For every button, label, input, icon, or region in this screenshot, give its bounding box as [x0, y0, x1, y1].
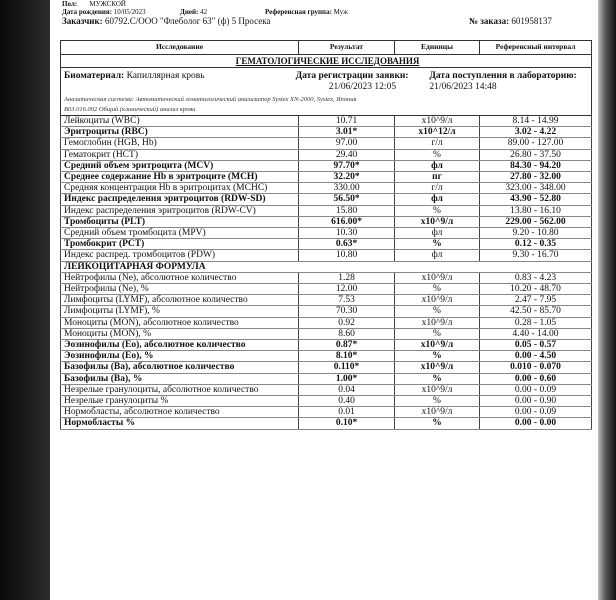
table-row	[61, 284, 592, 295]
test-ref-range: 0.010 - 0.070	[480, 362, 592, 373]
test-name: Моноциты (MON), %	[61, 328, 299, 339]
test-ref-range: 229.00 - 562.00	[480, 216, 592, 227]
table-row	[61, 362, 592, 373]
test-name: Лимфоциты (LYMF), %	[61, 306, 299, 317]
test-result: 1.28	[299, 272, 395, 283]
lab-date-label: Дата поступления в лабораторию:	[429, 71, 577, 81]
test-ref-range: 8.14 - 14.99	[480, 116, 592, 127]
test-name: Нейтрофилы (Ne), %	[61, 284, 299, 295]
table-row	[61, 138, 592, 149]
biomaterial-row	[61, 68, 592, 116]
test-unit: х10^12/л	[395, 127, 480, 138]
table-row	[61, 351, 592, 362]
test-unit: пг	[395, 172, 480, 183]
test-ref-range: 0.12 - 0.35	[480, 239, 592, 250]
test-unit: фл	[395, 160, 480, 171]
sex-line: Пол: МУЖСКОЙ	[62, 0, 126, 8]
test-unit: %	[395, 328, 480, 339]
col-result: Результат	[299, 41, 395, 55]
test-unit: г/л	[395, 183, 480, 194]
table-row	[61, 194, 592, 205]
test-ref-range: 9.20 - 10.80	[480, 228, 592, 239]
test-result: 70.30	[299, 306, 395, 317]
test-unit: х10^9/л	[395, 116, 480, 127]
test-name: Лейкоциты (WBC)	[61, 116, 299, 127]
table-row	[61, 373, 592, 384]
results-table	[60, 40, 592, 430]
test-result: 97.00	[299, 138, 395, 149]
test-ref-range: 2.47 - 7.95	[480, 295, 592, 306]
test-unit: фл	[395, 228, 480, 239]
test-ref-range: 26.80 - 37.50	[480, 149, 592, 160]
table-row	[61, 328, 592, 339]
biomaterial-label: Биоматериал:	[64, 71, 125, 81]
test-unit: г/л	[395, 138, 480, 149]
test-result: 330.00	[299, 183, 395, 194]
test-result: 0.04	[299, 384, 395, 395]
birth-line: Дата рождения: 10/05/2023	[62, 8, 146, 16]
test-name: Базофилы (Ba), %	[61, 373, 299, 384]
table-row	[61, 396, 592, 407]
test-name: Эритроциты (RBC)	[61, 127, 299, 138]
test-unit: фл	[395, 250, 480, 261]
test-ref-range: 42.50 - 85.70	[480, 306, 592, 317]
test-unit: %	[395, 205, 480, 216]
test-unit: %	[395, 373, 480, 384]
test-ref-range: 43.90 - 52.80	[480, 194, 592, 205]
table-row	[61, 127, 592, 138]
table-row	[61, 384, 592, 395]
table-row	[61, 272, 592, 283]
test-unit: х10^9/л	[395, 384, 480, 395]
section-title: ГЕМАТОЛОГИЧЕСКИЕ ИССЛЕДОВАНИЯ	[61, 55, 592, 68]
test-result: 32.20*	[299, 172, 395, 183]
test-unit: х10^9/л	[395, 295, 480, 306]
test-unit: х10^9/л	[395, 216, 480, 227]
biomaterial-block	[64, 68, 591, 95]
test-unit: х10^9/л	[395, 272, 480, 283]
table-row	[61, 183, 592, 194]
test-name: Гемоглобин (HGB, Hb)	[61, 138, 299, 149]
test-result: 0.40	[299, 396, 395, 407]
table-header	[61, 41, 592, 55]
test-result: 0.92	[299, 317, 395, 328]
table-row	[61, 149, 592, 160]
test-result: 56.50*	[299, 194, 395, 205]
test-name: Средняя концентрация Hb в эритроцитах (MCHC)	[61, 183, 299, 194]
test-name: Средний объем тромбоцита (MPV)	[61, 228, 299, 239]
photo-right-edge	[598, 0, 616, 600]
test-ref-range: 89.00 - 127.00	[480, 138, 592, 149]
test-result: 616.00*	[299, 216, 395, 227]
system-note: Аналитическая система: Автоматический гематологический анализатор Systex XN-2000, Systex, Япония	[64, 96, 357, 103]
table-row	[61, 418, 592, 429]
days-line: Дней: 42	[180, 8, 208, 16]
table-row	[61, 239, 592, 250]
test-name: Незрелые гранулоциты %	[61, 396, 299, 407]
table-row	[61, 407, 592, 418]
test-ref-range: 323.00 - 348.00	[480, 183, 592, 194]
test-ref-range: 13.80 - 16.10	[480, 205, 592, 216]
test-result: 1.00*	[299, 373, 395, 384]
test-name: Незрелые гранулоциты, абсолютное количество	[61, 384, 299, 395]
test-unit: %	[395, 306, 480, 317]
test-ref-range: 0.83 - 4.23	[480, 272, 592, 283]
test-ref-range: 9.30 - 16.70	[480, 250, 592, 261]
test-ref-range: 0.28 - 1.05	[480, 317, 592, 328]
test-unit: %	[395, 351, 480, 362]
test-unit: х10^9/л	[395, 407, 480, 418]
code-note: B03.016.002 Общий (клинический) анализ крови	[64, 106, 196, 113]
test-ref-range: 0.05 - 0.57	[480, 340, 592, 351]
test-name: Нейтрофилы (Ne), абсолютное количество	[61, 272, 299, 283]
test-ref-range: 0.00 - 0.09	[480, 384, 592, 395]
table-row	[61, 340, 592, 351]
test-name: Средний объем эритроцита (MCV)	[61, 160, 299, 171]
table-row	[61, 295, 592, 306]
test-ref-range: 0.00 - 0.60	[480, 373, 592, 384]
test-unit: х10^9/л	[395, 317, 480, 328]
test-result: 10.80	[299, 250, 395, 261]
test-result: 10.71	[299, 116, 395, 127]
test-unit: х10^9/л	[395, 362, 480, 373]
test-name: Тромбоциты (PLT)	[61, 216, 299, 227]
test-ref-range: 27.80 - 32.00	[480, 172, 592, 183]
test-ref-range: 0.00 - 0.09	[480, 407, 592, 418]
table-row	[61, 306, 592, 317]
test-ref-range: 3.02 - 4.22	[480, 127, 592, 138]
test-name: Лимфоциты (LYMF), абсолютное количество	[61, 295, 299, 306]
test-name: Эозинофилы (Eo), абсолютное количество	[61, 340, 299, 351]
biomaterial-value: Капиллярная кровь	[126, 71, 205, 81]
test-ref-range: 0.00 - 0.90	[480, 396, 592, 407]
formula-title: ЛЕЙКОЦИТАРНАЯ ФОРМУЛА	[61, 261, 592, 272]
table-row	[61, 228, 592, 239]
table-row	[61, 317, 592, 328]
test-ref-range: 10.20 - 48.70	[480, 284, 592, 295]
table-row	[61, 160, 592, 171]
formula-title-row	[61, 261, 592, 272]
test-name: Моноциты (MON), абсолютное количество	[61, 317, 299, 328]
test-name: Индекс распределения эритроцитов (RDW-SD)	[61, 194, 299, 205]
test-name: Среднее содержание Hb в эритроците (MCH)	[61, 172, 299, 183]
customer-line: Заказчик: 60792.С/ООО "Флеболог 63" (ф) 5 Просека	[62, 16, 271, 26]
test-result: 0.01	[299, 407, 395, 418]
test-result: 8.60	[299, 328, 395, 339]
test-name: Нормобласты %	[61, 418, 299, 429]
col-units: Единицы	[395, 41, 480, 55]
test-name: Эозинофилы (Eo), %	[61, 351, 299, 362]
test-name: Тромбокрит (PCT)	[61, 239, 299, 250]
test-name: Нормобласты, абсолютное количество	[61, 407, 299, 418]
test-unit: %	[395, 239, 480, 250]
test-unit: %	[395, 418, 480, 429]
ref-group-line: Референсная группа: Муж	[265, 8, 348, 16]
lab-date-value: 21/06/2023 14:48	[429, 82, 497, 92]
test-result: 0.10*	[299, 418, 395, 429]
test-name: Индекс распред. тромбоцитов (PDW)	[61, 250, 299, 261]
table-row	[61, 116, 592, 127]
table-row	[61, 250, 592, 261]
table-row	[61, 172, 592, 183]
test-result: 8.10*	[299, 351, 395, 362]
test-unit: %	[395, 149, 480, 160]
test-ref-range: 84.30 - 94.20	[480, 160, 592, 171]
test-result: 7.53	[299, 295, 395, 306]
reg-date-label: Дата регистрации заявки:	[295, 71, 409, 81]
photo-left-edge	[0, 0, 50, 600]
table-row	[61, 216, 592, 227]
test-result: 15.80	[299, 205, 395, 216]
test-result: 3.01*	[299, 127, 395, 138]
test-result: 12.00	[299, 284, 395, 295]
col-ref: Референсный интервал	[480, 41, 592, 55]
reg-date-value: 21/06/2023 12:05	[328, 82, 397, 92]
test-result: 0.87*	[299, 340, 395, 351]
test-result: 10.30	[299, 228, 395, 239]
col-test: Исследование	[61, 41, 299, 55]
test-ref-range: 0.00 - 4.50	[480, 351, 592, 362]
order-number: № заказа: 601958137	[469, 16, 552, 26]
test-name: Индекс распределения эритроцитов (RDW-CV)	[61, 205, 299, 216]
test-name: Базофилы (Ba), абсолютное количество	[61, 362, 299, 373]
test-result: 29.40	[299, 149, 395, 160]
test-ref-range: 0.00 - 0.00	[480, 418, 592, 429]
test-unit: фл	[395, 194, 480, 205]
test-result: 97.70*	[299, 160, 395, 171]
test-unit: х10^9/л	[395, 340, 480, 351]
section-title-row	[61, 55, 592, 68]
test-result: 0.110*	[299, 362, 395, 373]
test-ref-range: 4.40 - 14.00	[480, 328, 592, 339]
lab-report-page	[50, 0, 598, 600]
test-unit: %	[395, 396, 480, 407]
test-name: Гематокрит (HCT)	[61, 149, 299, 160]
test-unit: %	[395, 284, 480, 295]
table-row	[61, 205, 592, 216]
test-result: 0.63*	[299, 239, 395, 250]
